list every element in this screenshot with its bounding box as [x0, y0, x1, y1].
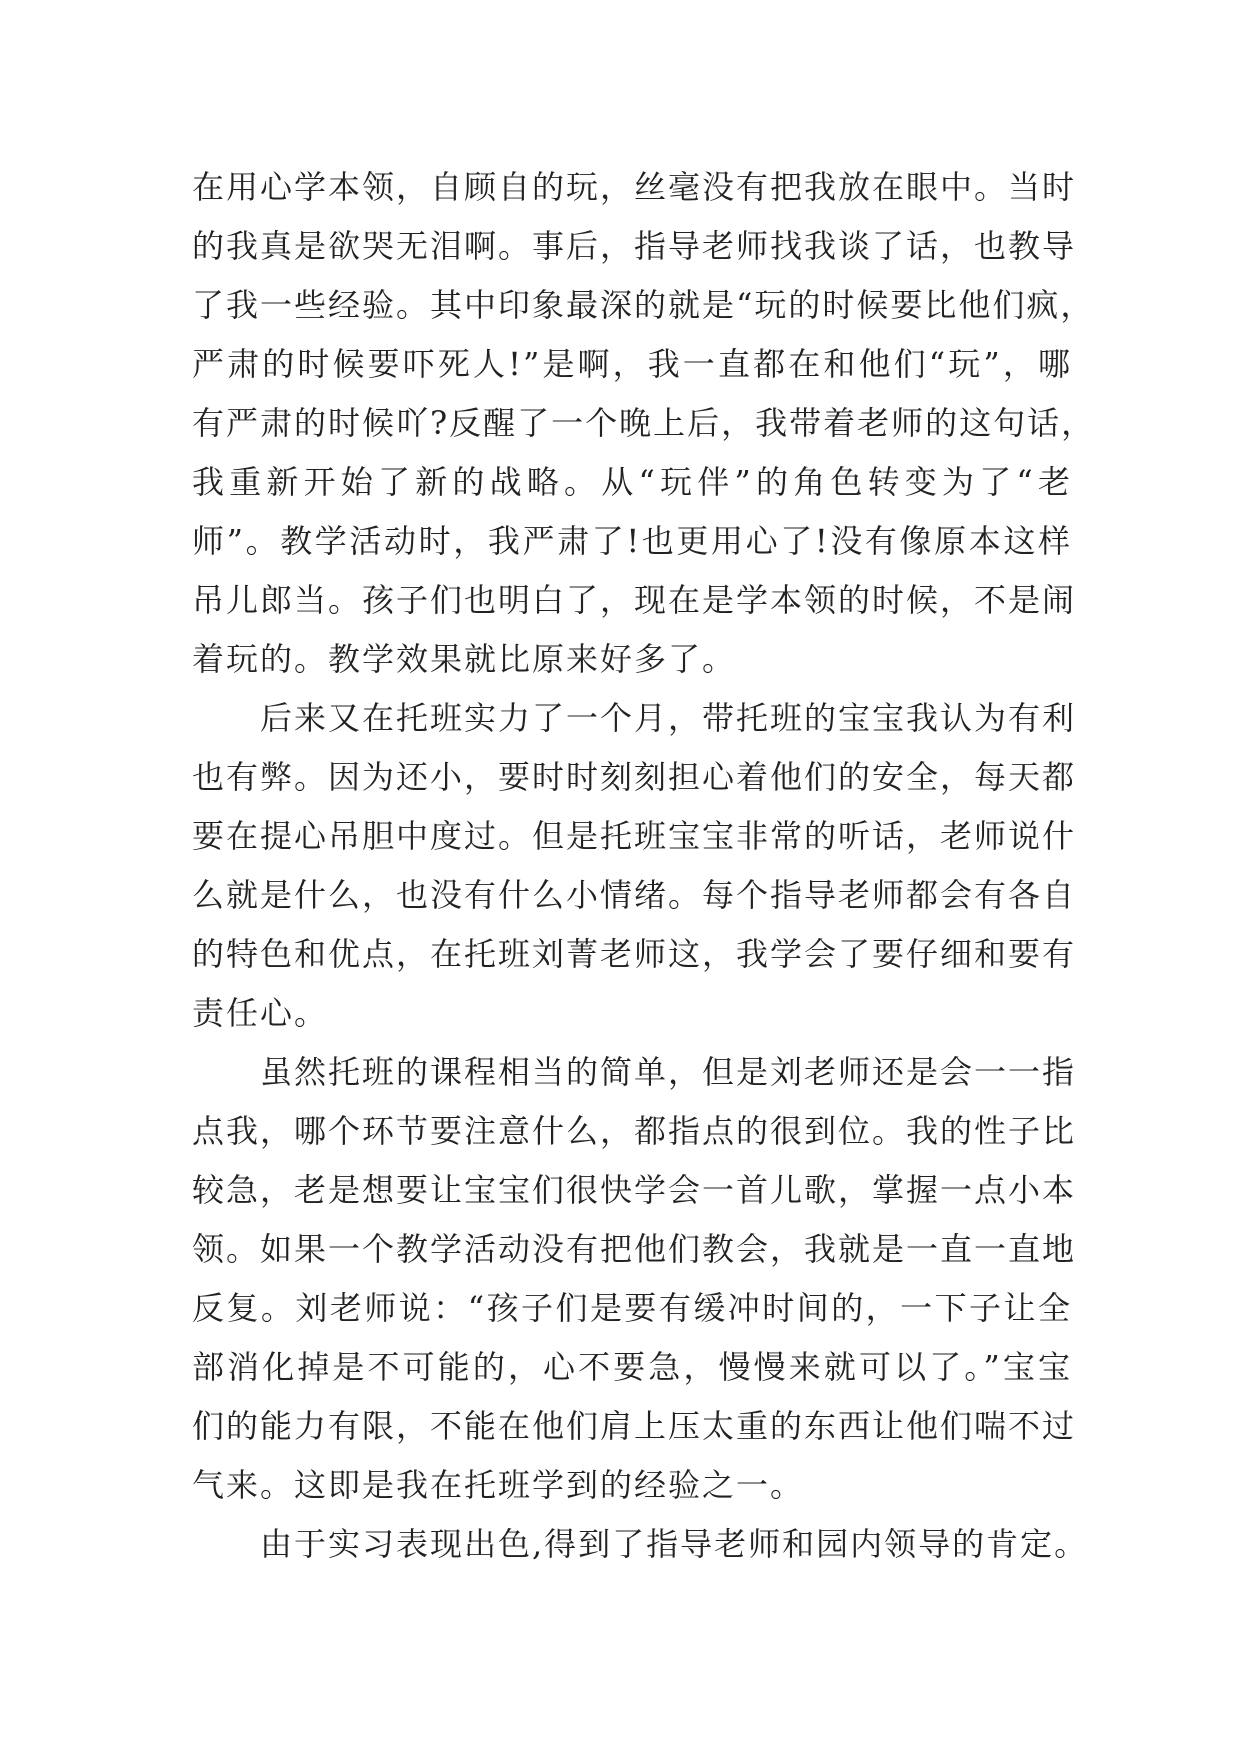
text-line: 责任心。 — [192, 994, 329, 1032]
text-line: 点我，哪个环节要注意什么，都指点的很到位。我的性子比 — [192, 1112, 1077, 1150]
text-line: 部消化掉是不可能的，心不要急，慢慢来就可以了。”宝宝 — [192, 1348, 1072, 1386]
text-line: 要在提心吊胆中度过。但是托班宝宝非常的听话，老师说什 — [192, 817, 1077, 855]
text-line: 也有弊。因为还小，要时时刻刻担心着他们的安全，每天都 — [192, 758, 1077, 796]
text-line: 的特色和优点，在托班刘菁老师这，我学会了要仔细和要有 — [192, 935, 1077, 973]
text-line: 气来。这即是我在托班学到的经验之一。 — [192, 1466, 805, 1504]
text-line: 我重新开始了新的战略。从“玩伴”的角色转变为了“老 — [192, 463, 1072, 501]
text-line: 们的能力有限，不能在他们肩上压太重的东西让他们喘不过 — [192, 1407, 1077, 1445]
text-line: 的我真是欲哭无泪啊。事后，指导老师找我谈了话，也教导 — [192, 227, 1077, 265]
text-line: 领。如果一个教学活动没有把他们教会，我就是一直一直地 — [192, 1230, 1077, 1268]
text-line: 么就是什么，也没有什么小情绪。每个指导老师都会有各自 — [192, 876, 1077, 914]
text-line: 吊儿郎当。孩子们也明白了，现在是学本领的时候，不是闹 — [192, 581, 1077, 619]
text-line: 较急，老是想要让宝宝们很快学会一首儿歌，掌握一点小本 — [192, 1171, 1077, 1209]
text-line: 着玩的。教学效果就比原来好多了。 — [192, 640, 737, 678]
text-line: 有严肃的时候吖?反醒了一个晚上后，我带着老师的这句话， — [192, 404, 1096, 442]
text-line: 虽然托班的课程相当的简单，但是刘老师还是会一一指 — [260, 1053, 1077, 1091]
text-line: 了我一些经验。其中印象最深的就是“玩的时候要比他们疯， — [192, 286, 1095, 324]
text-line: 反复。刘老师说：“孩子们是要有缓冲时间的，一下子让全 — [192, 1289, 1072, 1327]
text-line: 师”。教学活动时，我严肃了!也更用心了!没有像原本这样 — [192, 522, 1072, 560]
text-line: 后来又在托班实力了一个月，带托班的宝宝我认为有利 — [260, 699, 1077, 737]
text-line: 在用心学本领，自顾自的玩，丝毫没有把我放在眼中。当时 — [192, 168, 1077, 206]
text-line: 严肃的时候要吓死人!”是啊，我一直都在和他们“玩”，哪 — [192, 345, 1072, 383]
text-line: 由于实习表现出色,得到了指导老师和园内领导的肯定。 — [260, 1525, 1089, 1563]
body-text — [192, 158, 1096, 1574]
